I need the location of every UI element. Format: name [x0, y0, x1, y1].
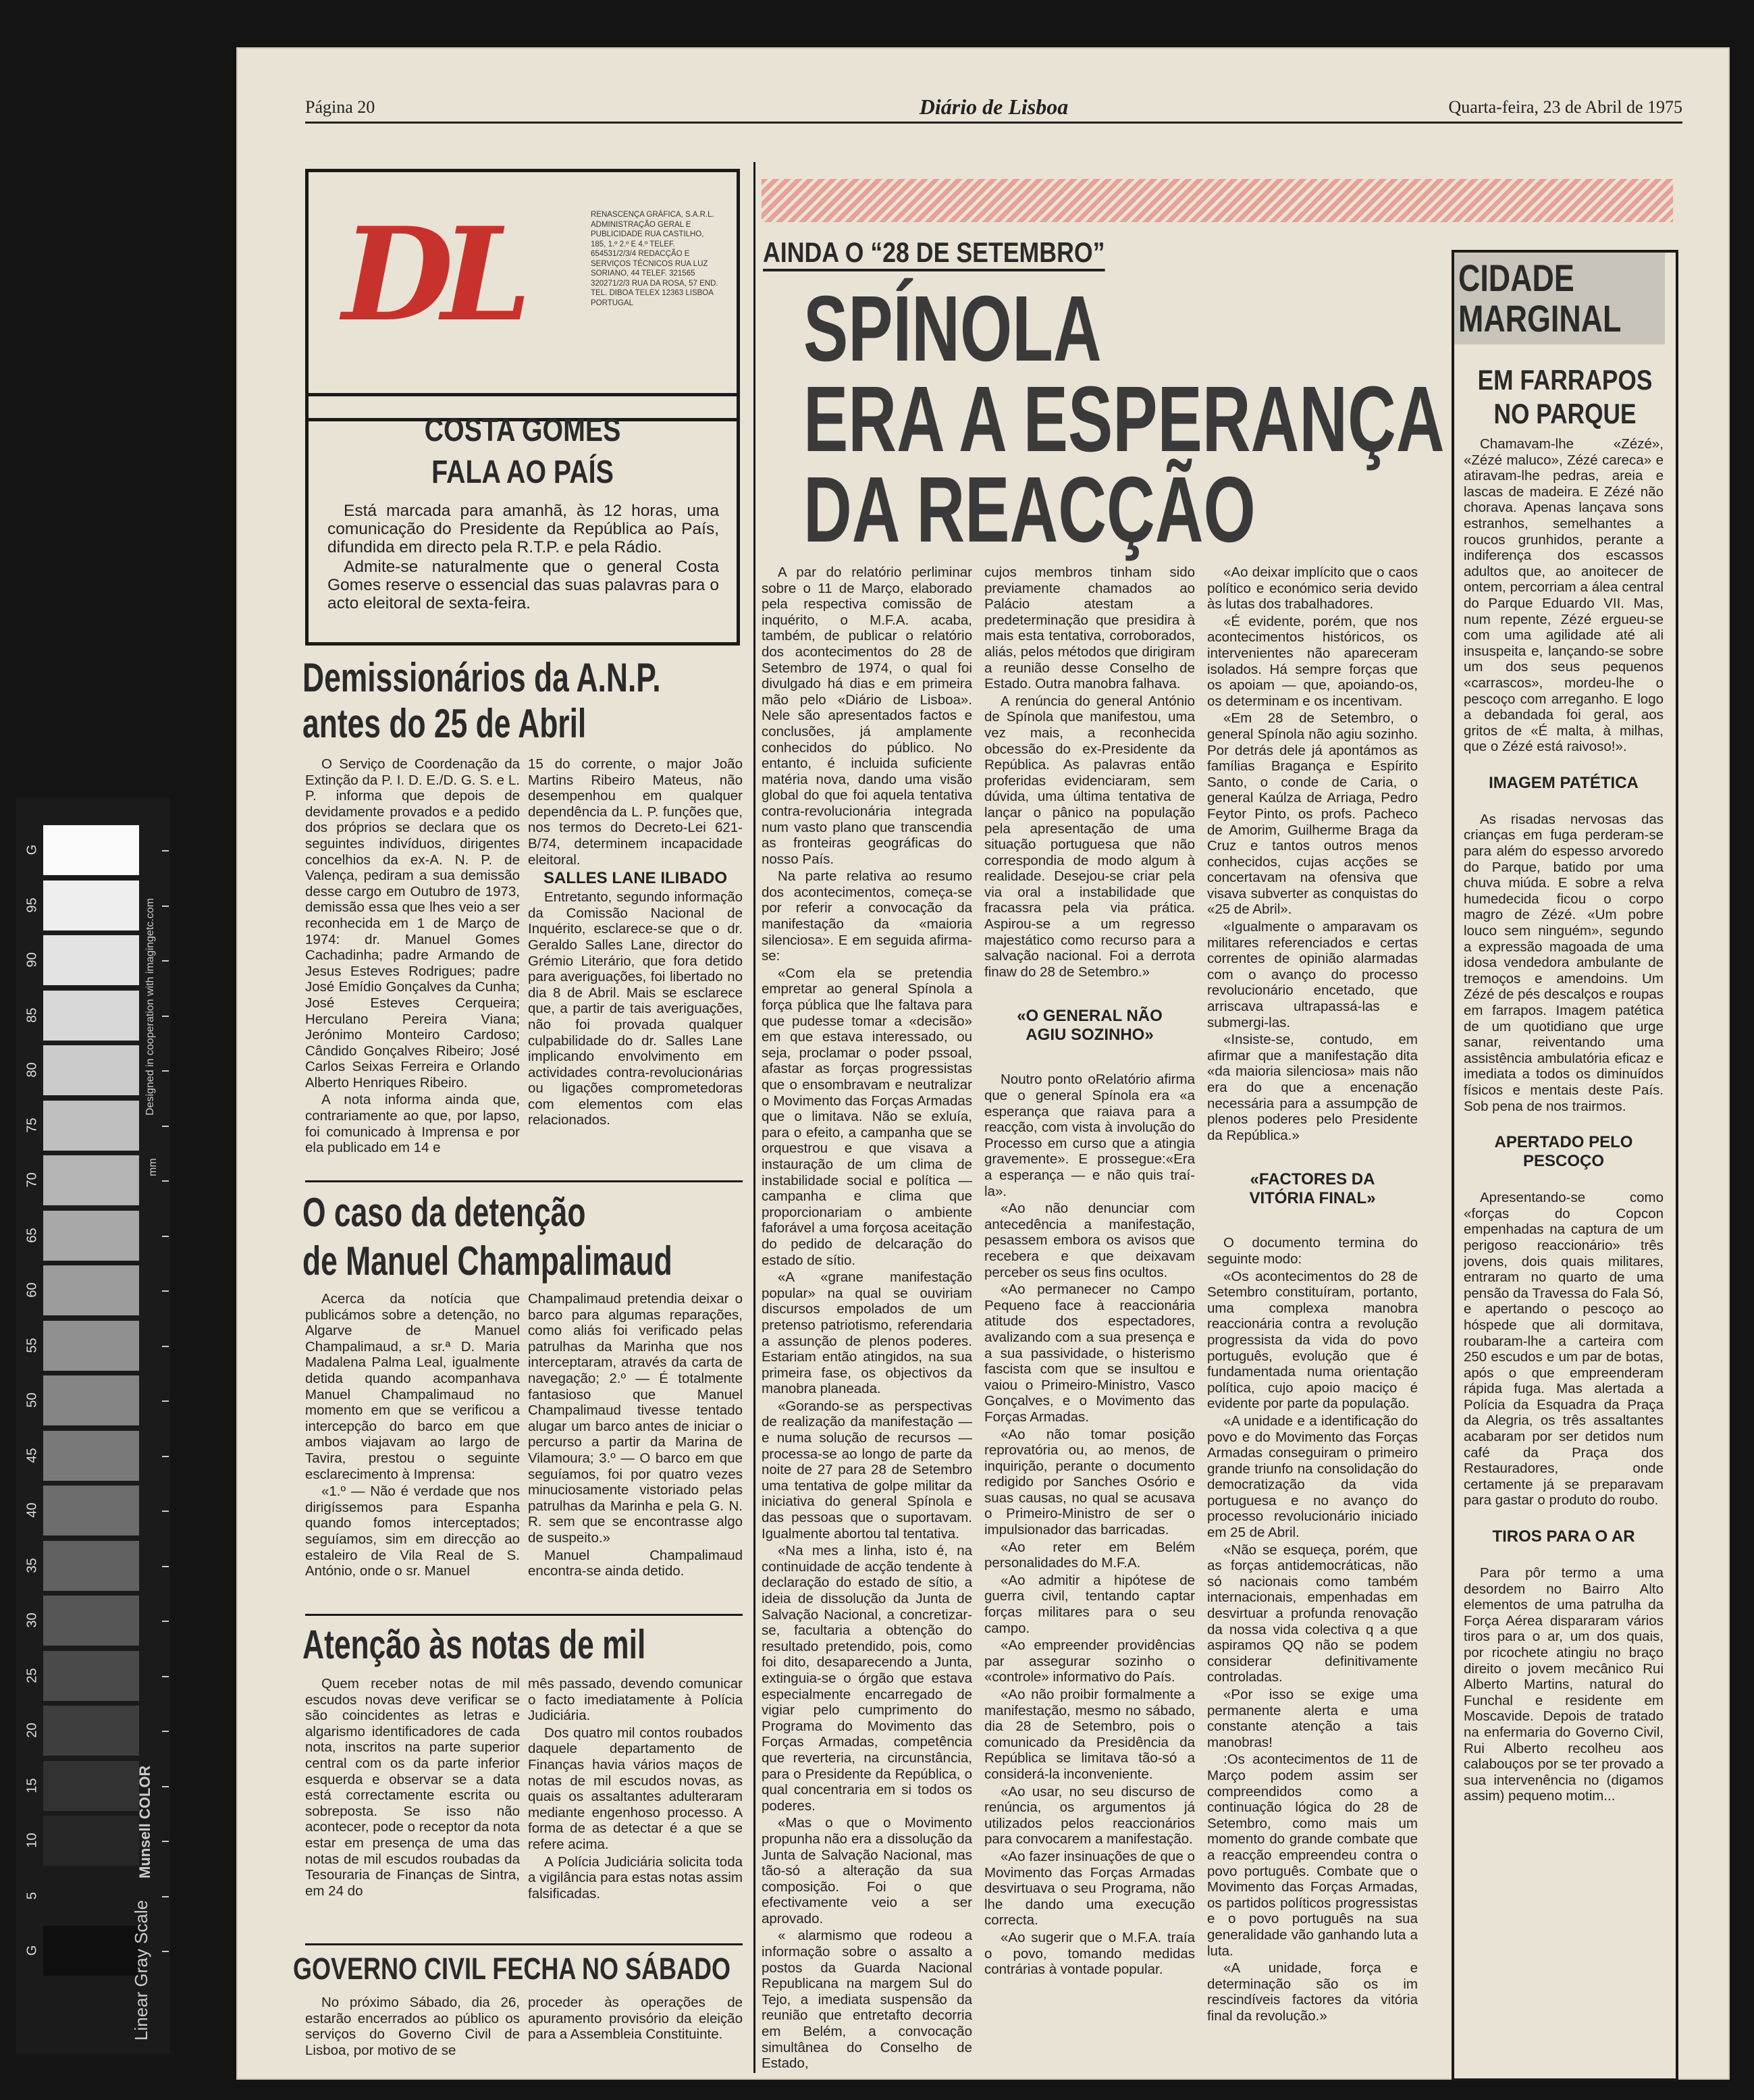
scale-tick — [162, 1070, 169, 1072]
scale-tick — [162, 1126, 169, 1127]
notas-text-2: mês passado, devendo comunicar o facto imediatamente à Polícia Judiciária. — [528, 1676, 743, 1724]
publisher-info: RENASCENÇA GRÁFICA, S.A.R.L. ADMINISTRAÇÃO GERAL E PUBLICIDADE RUA CASTILHO, 185, 1.º 2.º E 4.º TELEF. 654531/2/3/4 REDACÇÃO E SERVIÇOS TÉCNICOS RUA LUZ SORIANO, 44 TELEF. 321565 320271/2/3 RUA DA ROSA, 57 END. TEL. DIBOA TELEX 12363 LISBOA PORTUGAL — [591, 211, 718, 307]
spinola-text: «Igualmente o amparavam os militares referenciados e certas correntes de opinião alarmadas com o avanço do processo revolucionário encetado, que arriscava ultrapassá-las e submergi-las. — [1207, 919, 1418, 1030]
gray-patch-label: 70 — [24, 1172, 40, 1188]
gray-patch — [43, 1541, 139, 1591]
gray-patch — [43, 825, 139, 875]
gray-patch — [43, 1486, 139, 1535]
cidade-marginal-box — [1452, 250, 1678, 2081]
governo-text-1: No próximo Sábado, dia 26, estarão encerrados ao público os serviços do Governo Civil de Lisboa, por motivo de se — [305, 1995, 520, 2058]
spinola-headline-3: DA REACÇÃO — [803, 458, 1256, 562]
spinola-text: «Em 28 de Setembro, o general Spínola não agiu sozinho. Por detrás dele já apontámos as famílias Bragança e Espírito Santo, o conde de Caria, o general Kaúlza de Arriaga, Pedro Feytor Pinto, os profs. Pacheco de Amorim, Guilherme Braga da Cruz e tantos outros menos conhecidos, cujas acções se concertavam na ofensiva que visava subverter as conquistas do «25 de Abril». — [1207, 710, 1418, 918]
spinola-text: «Insiste-se, contudo, em afirmar que a manifestação dita «da maioria silenciosa» mais não era do que a encenação necessária para a assumpção de plenos poderes pelo Presidente da República.» — [1207, 1032, 1418, 1143]
gray-patch — [43, 1706, 139, 1756]
spinola-text: cujos membros tinham sido previamente chamados ao Palácio atestam a predeterminação que presidira à mais esta tentativa, corroborados, aliás, pelos métodos que dirigiram a reunião desse Conselho de Estado. Outra manobra falhava. — [984, 565, 1195, 692]
spinola-text: «Ao admitir a hipótese de guerra civil, tentando captar forças militares para o seu campo. — [984, 1572, 1195, 1636]
spinola-text: A par do relatório perliminar sobre o 11 de Março, elaborado pela respectiva comissão de inquérito, o M.F.A. acaba, também, de publicar o relatório dos acontecimentos do 28 de Setembro de 1974, o qual foi divulgado há dias e em primeira mão pelo «Diário de Lisboa». Nele são apresentados factos e conclusões, já amplamente conhecidos do público. No entanto, é incluida suficiente matéria nova, dando uma visão global do que foi aquela tentativa contra-revolucionária integrada num vasto plano que transcendia as fronteiras geográficas do nosso País. — [762, 565, 972, 867]
spinola-text: «É evidente, porém, que nos acontecimentos históricos, os intervenientes não apareceram isolados. Há sempre forças que os apoiam — que, apoiando-os, os determinam e os incentivam. — [1207, 613, 1418, 709]
spinola-text: O documento termina do seguinte modo: — [1207, 1235, 1418, 1267]
spinola-text: «Ao usar, no seu discurso de renúncia, os argumentos já utilizados pelos reaccionários para convocarem a manifestação. — [984, 1783, 1195, 1847]
spinola-text: :Os acontecimentos de 11 de Março podem assim ser compreendidos como a continuação lógica do 28 de Setembro, como mais um momento do grande combate que a reacção empreendeu contra o povo português. Combate que o Movimento das Forças Armadas, os partidos políticos progressistas e o povo português na sua generalidade vão ganhando luta a luta. — [1207, 1752, 1418, 1959]
anp-title-2: antes do 25 de Abril — [302, 701, 587, 746]
cidade-text: As risadas nervosas das crianças em fuga perderam-se para além do espesso arvoredo do Parque, batido por uma chuva miúda. E sobre a relva humedecida ficou o corpo magro de Zézé. «Um pobre louco sem ninguém», segundo a expressão magoada de uma idosa vendedora ambulante de tremoços e amendoins. Um Zézé de pés descalços e roupas em farrapos. Imagem patética de um quotidiano que urge sanar, reiventando uma assistência ambulatória eficaz e imediata a todos os diminuídos físicos e mentais deste País. Sob pena de nos trairmos. — [1464, 811, 1664, 1114]
divider — [305, 1614, 743, 1616]
cidade-subhead: APERTADO PELO PESCOÇO — [1494, 1133, 1633, 1171]
gray-patch — [43, 1211, 139, 1261]
spinola-text: «A «grane manifestação popular» na qual se ouviriam discursos empolados de um pretenso patriotismo, referendaria a assunção de plenos poderes. Estariam então atingidos, na sua primeira fase, os objectivos da manobra planeada. — [762, 1269, 972, 1397]
card-credit: Designed in cooperation with imagingetc.com — [144, 898, 156, 1115]
gray-patch — [43, 1651, 139, 1701]
governo-title: GOVERNO CIVIL FECHA NO SÁBADO — [293, 1951, 731, 1986]
gray-patch-label: 25 — [24, 1667, 40, 1683]
champ-title-1: O caso da detenção — [302, 1190, 586, 1235]
spinola-text: «A unidade e a identificação do povo e do Movimento das Forças Armadas conseguiram o primeiro grande triunfo na consolidação do democratização da vida portuguesa e no avanço do processo revolucionário iniciado em 25 de Abril. — [1207, 1413, 1418, 1541]
champ-text-2: «1.º — Não é verdade que nos dirigíssemos para Espanha quando fomos interceptados; seguíamos, sim em direcção ao estaleiro de Vila Real de S. António, onde o sr. Manuel — [305, 1484, 520, 1579]
scale-tick — [162, 1290, 169, 1292]
cidade-headline-2: NO PARQUE — [1493, 398, 1637, 429]
scale-tick — [162, 1346, 169, 1347]
gray-patch-label: 55 — [24, 1337, 40, 1353]
gray-patch-label: 60 — [24, 1282, 40, 1298]
gray-patch — [43, 935, 139, 985]
spinola-text: «Gorando-se as perspectivas de realização da manifestação — e numa solução de recursos — processa-se ao longo de parte da noite de 27 para 28 de Setembro uma tentativa de golpe militar da iniciativa do general Spínola e das pessoas que o suportavam. Igualmente abortou tal tentativa. — [762, 1398, 972, 1542]
champ-text-1: Acerca da notícia que publicámos sobre a detenção, no Algarve de Manuel Champalimaud, a sr.ª D. Maria Madalena Palma Leal, igualmente detida quando acompanhava Manuel Champalimaud no momento em que se verificou a intercepção do barco em que ambos viajavam ao largo de Tavira, prestou o seguinte esclarecimento à Imprensa: — [305, 1291, 520, 1482]
gray-patch-label: 20 — [24, 1723, 40, 1738]
anp-text-1: O Serviço de Coordenação da Extinção da P. I. D. E./D. G. S. e L. P. informa que depois de devidamente provados e a pedido dos próprios se declara que os seguintes indivíduos, dirigentes concelhios da ex-A. N. P. de Valença, pediram a sua demissão desse cargo em Outubro de 1973, demissão essa que lhes veio a ser reconhecida em 1 de Março de 1974: dr. Manuel Gomes Cachadinha; padre Armando de Jesus Esteves Rodrigues; padre José Emídio Gonçalves da Cunha; José Esteves Cerqueira; Herculano Pereira Viana; Jerónimo Monteiro Cardoso; Cândido Gonçalves Ribeiro; José Carlos Seixas Ferreira e Orlando Alberto Henriques Ribeiro. — [305, 756, 520, 1091]
gray-patch — [43, 1155, 139, 1205]
gray-patch — [43, 1596, 139, 1646]
gray-patch-label: 90 — [24, 952, 40, 968]
cidade-subhead: TIROS PARA O AR — [1492, 1527, 1635, 1546]
spinola-text: «Ao não denunciar com antecedência a manifestação, pesassem embora os avisos que recebera e que deixavam perceber os seus fins ocultos. — [984, 1201, 1195, 1280]
gray-patch-label: 80 — [24, 1062, 40, 1078]
champ-title-2: de Manuel Champalimaud — [302, 1238, 672, 1284]
gray-patch — [43, 991, 139, 1041]
scale-tick — [162, 1180, 169, 1182]
cidade-subhead: IMAGEM PATÉTICA — [1489, 773, 1639, 792]
gray-patch-label: 5 — [24, 1891, 40, 1899]
scale-tick — [162, 1016, 169, 1017]
cidade-text: Apresentando-se como «forças do Copcon empenhadas na captura de um perigoso reaccionário» três jovens, dois quais militares, entraram no quarto de uma pensão da Travessa do Fala Só, e apertando o pescoço ao hóspede que ali dormitava, roubaram-lhe a carteira com 250 escudos e um par de botas, após o que empreenderam rápida fuga. Mas alertada a Polícia da Esquadra da Praça da Alegria, os três assaltantes acabaram por ser detidos num café da Praça dos Restauradores, onde certamente já se preparavam para gastar o produto do roubo. — [1464, 1190, 1664, 1508]
gray-patch — [43, 1431, 139, 1481]
anp-text-4: Entretanto, segundo informação da Comissão Nacional de Inquérito, esclarece-se que o dr. Geraldo Salles Lane, director do Grémio Literário, que fora detido para averiguações, foi libertado no dia 8 de Abril. Mais se esclarece que, a partir de tais averiguações, não foi provada qualquer culpabilidade do dr. Salles Lane implicando envolvimento em actividades contra-revolucionárias ou ligações comprometedoras com elementos com elas relacionados. — [528, 889, 743, 1128]
notas-text-4: A Polícia Judiciária solicita toda a vigilância para estas notas assim falsificadas. — [528, 1854, 743, 1901]
masthead: Diário de Lisboa — [919, 95, 1069, 119]
divider — [305, 1180, 743, 1182]
scale-tick — [162, 1456, 169, 1457]
spinola-text: «Com ela se pretendia empretar ao general Spínola a força pública que lhe faltava para que pudesse tomar a «decisão» em que estava interessado, ou seja, proclamar o poder pssoal, afastar as forças progressistas que o ensombravam e neutralizar o Movimento das Forças Armadas que o limitava. Não se exluía, para o efeito, a campanha que se orquestrou e que visava a instauração de um clima de instabilidade social e política — campanha e clima que proporcionariam o ambiente faforável a uma forçosa aceitação do pedido de delcaração do estado de sítio. — [762, 965, 972, 1268]
cidade-text: Chamavam-lhe «Zézé», «Zézé maluco», Zézé careca» e atiravam-lhe pedras, areia e lascas de madeira. E Zézé não chorava. Apenas lançava sons estranhos, semelhantes a roucos grunhidos, perante a indiferença dos escassos adultos que, ao anoitecer de ontem, percorriam a álea central do Parque Eduardo VII. Mas, num repente, Zézé ergueu-se com uma agilidade até ali insuspeita e, lançando-se sobre um dos seus pequenos «carrascos», mordeu-lhe o pescoço com arreganho. E logo a debandada foi geral, aos gritos de «É malta, à milhas, que o Zézé está raivoso!». — [1464, 436, 1664, 755]
anp-subhead: SALLES LANE ILIBADO — [543, 869, 727, 888]
spinola-text: «Os acontecimentos do 28 de Setembro constituíram, portanto, uma complexa manobra reaccionária contra a revolução progressista da vida do povo português, evolução que é fundamentada numa orientação política, cujo apoio maciço é evidente por parte da população. — [1207, 1268, 1418, 1412]
newspaper-page — [236, 47, 1730, 2080]
gray-patch — [43, 1926, 139, 1976]
card-title: Linear Gray Scale — [131, 1899, 151, 2041]
notas-title: Atenção às notas de mil — [302, 1622, 646, 1667]
gray-patch-label: 95 — [24, 897, 40, 913]
spinola-text: «Não se esqueça, porém, que as forças antidemocráticas, não só nacionais como também internacionais, empenhadas em desvirtuar a profunda renovação da nossa vida colectiva q a que aspiramos QQ não se podem considerar definitivamente controladas. — [1207, 1542, 1418, 1685]
gray-patch — [43, 1265, 139, 1315]
page-number: Página 20 — [305, 97, 375, 117]
gray-patch — [43, 1871, 139, 1921]
gray-patch-label: 85 — [24, 1007, 40, 1023]
governo-text-2: proceder às operações de apuramento provisório da eleição para a Assembleia Constituinte. — [528, 1995, 743, 2043]
anp-text-2: A nota informa ainda que, contrariamente ao que, por lapso, foi comunicado à Imprensa e por ela publicado em 14 e — [305, 1092, 520, 1156]
gray-patch-label: 35 — [24, 1557, 40, 1573]
spinola-subhead-2: «FACTORES DA VITÓRIA FINAL» — [1249, 1170, 1376, 1208]
gray-patch-label: 45 — [24, 1447, 40, 1463]
spinola-text: Noutro ponto oRelatório afirma que o general Spínola era «a esperança que raiava para a reacção, com vista à involução do Processo em curso que a atingia gravemente». E prossegue:«Era a esperança — e não quis traí-la». — [984, 1072, 1195, 1199]
gray-patch-label: 75 — [24, 1117, 40, 1133]
card-unit: mm — [147, 1158, 159, 1176]
gray-scale-card — [16, 798, 170, 2054]
spinola-headline-2: ERA A ESPERANÇA — [803, 367, 1445, 471]
spinola-text: A renúncia do general António de Spínola que manifestou, uma vez mais, a reconhecida obcessão do ex-Presidente da República. As palavras então proferidas evidenciaram, sem dúvida, uma última tentativa de lançar o pânico na população pela apresentação de uma situação portuguesa que não correspondia de modo algum à realidade. Desejou-se criar pela via oral a instabilidade que fracassra pela via prática. Aspirou-se a um regresso majestático como recurso para a salvação nacional. Foi a derrota finaw do 28 de Setembro.» — [984, 693, 1195, 980]
scale-tick — [162, 960, 169, 962]
scale-tick — [162, 850, 169, 851]
spinola-text: «Mas o que o Movimento propunha não era a dissolução da Junta de Salvação Nacional, mas tão-só a alteração da sua composição. Foi o que efectivamente veio a ser aprovado. — [762, 1815, 972, 1926]
scale-tick — [162, 1676, 169, 1677]
gray-patch-label: 10 — [24, 1833, 40, 1848]
cidade-text: Para pôr termo a uma desordem no Bairro Alto elementos de uma patrulha da Força Aérea dispararam vários tiros para o ar, um dos quais, por ricochete atingiu no braço direito o jovem mecânico Rui Alberto Martins, natural do Funchal e residente em Moscavide. Depois de tratado na enfermaria do Governo Civil, Rui Alberto recolheu aos calabouços por se ter provado a sua intervenência no (digamos assim) pequeno motim... — [1464, 1565, 1664, 1804]
gray-patch — [43, 881, 139, 930]
scale-tick — [162, 1786, 169, 1787]
page-header — [305, 97, 1682, 124]
spinola-text: «Por isso se exige uma permanente alerta e uma constante atenção a tais manobras! — [1207, 1687, 1418, 1750]
spinola-text: «Ao permanecer no Campo Pequeno face à reaccionária atitude dos espectadores, avalizando com a sua presença e a sua passividade, o histerismo fascista com que se insultou e vaiou o Primeiro-Ministro, Vasco Gonçalves, e o Movimento das Forças Armadas. — [984, 1282, 1195, 1425]
gray-patch-label: 50 — [24, 1392, 40, 1408]
gray-patch-label: G — [24, 844, 40, 856]
card-brand: Munsell COLOR — [136, 1765, 153, 1879]
gray-patch — [43, 1375, 139, 1425]
scale-tick — [162, 1511, 169, 1512]
costa-gomes-box — [305, 393, 740, 646]
spinola-text: «A unidade, força e determinação são os im rescindíveis factores da vitória final da revolução.» — [1207, 1960, 1418, 2024]
anp-title-1: Demissionários da A.N.P. — [302, 655, 661, 700]
costa-paragraph-1: Está marcada para amanhã, às 12 horas, uma comunicação do Presidente da República ao País, difundida em directo pela R.T.P. e pela Rádio. — [327, 502, 719, 556]
scale-tick — [162, 1621, 169, 1622]
cidade-headline-1: EM FARRAPOS — [1477, 364, 1653, 396]
gray-patch-label: 40 — [24, 1502, 40, 1518]
gray-patch — [43, 1321, 139, 1371]
spinola-text: «Na mes a linha, isto é, na continuidade de acção tendente à declaração do estado de sítio, a ideia de dissolução da Junta de Salvação Nacional, a concretizar-se, facultaria a obtenção do resultado pretendido, pois, como foi dito, desaparecendo a Junta, extinguia-se o órgão que estava especialmente encarregado de vigiar pelo cumprimento do Programa do Movimento das Forças Armadas, competência que reverteria, na circunstância, para o Presidente da República, o qual concentraria em si todos os poderes. — [762, 1543, 972, 1814]
costa-paragraph-2: Admite-se naturalmente que o general Costa Gomes reserve o essencial das suas palavras para o acto eleitoral de sexta-feira. — [327, 558, 719, 612]
costa-title-2: FALA AO PAÍS — [431, 454, 614, 490]
costa-title-1: COSTA GOMES — [424, 413, 621, 448]
spinola-text: «Ao deixar implícito que o caos político e económico seria devido às lutas dos trabalhadores. — [1207, 565, 1418, 612]
scale-tick — [162, 1566, 169, 1567]
scale-tick — [162, 1400, 169, 1402]
notas-text-1: Quem receber notas de mil escudos novas deve verificar se são coincidentes as letras e algarismo identificadores de cada nota, inscritos na parte superior central com os da parte inferior esquerda e observar se a data está correctamente escrita ou sobreposta. Se isso não acontecer, pode o receptor da nota estar em presença de uma das notas de mil escudos roubadas da Tesouraria de Finanças de Sintra, em 24 do — [305, 1676, 520, 1899]
divider — [305, 1943, 743, 1945]
scale-tick — [162, 1896, 169, 1897]
notas-text-3: Dos quatro mil contos roubados daquele departamento de Finanças havia vários maços de notas de mil escudos novas, as quais os assaltantes adulteraram mediante engenhoso processo. A forma de as detectar é a que se refere acima. — [528, 1725, 743, 1852]
spinola-text: «Ao fazer insinuações de que o Movimento das Forças Armadas desvirtuava o seu Programa, não lhe dando uma execução correcta. — [984, 1848, 1195, 1928]
column-divider — [753, 162, 755, 2073]
spinola-kicker: AINDA O “28 DE SETEMBRO” — [763, 236, 1105, 271]
logo-box — [305, 169, 740, 421]
spinola-text: « alarmismo que rodeou a informação sobre o assalto a postos da Guarda Nacional Republicana na margem Sul do Tejo, a imediata suspensão da reunião que entretafto decorria em Belém, a convocação simultânea do Conselho de Estado, — [762, 1928, 972, 2072]
scale-tick — [162, 1731, 169, 1732]
scale-tick — [162, 1841, 169, 1842]
champ-text-4: Manuel Champalimaud encontra-se ainda detido. — [528, 1547, 743, 1579]
dl-logo: DL — [342, 199, 520, 350]
decorative-stripes — [762, 179, 1673, 222]
scale-tick — [162, 1951, 169, 1952]
spinola-text: Na parte relativa ao resumo dos acontecimentos, começa-se por referir a convocação da manifestação da «maioria silenciosa». E em seguida afirma-se: — [762, 868, 972, 964]
gray-patch — [43, 1761, 139, 1811]
champ-text-3: Champalimaud pretendia deixar o barco para algumas reparações, como aliás foi verificado pelas patrulhas da Marinha que nos interceptaram, através da carta de navegação; 2.º — É totalmente fantasioso que Manuel Champalimaud tivesse tentado alugar um barco antes de iniciar o percurso a partir da Marina de Vilamoura; 3.º — O barco em que seguíamos, foi por quatro vezes minuciosamente vistoriado pelas patrulhas da Marinha e pela G. N. R. sem que se encontrasse algo de suspeito.» — [528, 1291, 743, 1546]
anp-text-3: 15 do corrente, o major João Martins Ribeiro Mateus, não desempenhou em qualquer dependência da L. P. funções que, nos termos do Decreto-Lei 621-B/74, determinem incapacidade eleitoral. — [528, 756, 743, 868]
cidade-title-1: CIDADE — [1458, 257, 1574, 299]
gray-patch — [43, 1045, 139, 1095]
scale-tick — [162, 905, 169, 907]
spinola-text: «Ao não tomar posição reprovatória ou, ao menos, de inquirição, perante o documento redigido por Sanches Osório e suas causas, no qual se acusava o Primeiro-Ministro de ser o impulsionador das barricadas. — [984, 1426, 1195, 1538]
gray-patch-label: 30 — [24, 1612, 40, 1628]
spinola-text: «Ao reter em Belém personalidades do M.F.A. — [984, 1539, 1195, 1571]
cidade-title-2: MARGINAL — [1458, 297, 1622, 340]
spinola-text: «Ao não proibir formalmente a manifestação, mesmo no sábado, dia 28 de Setembro, pois o comunicado da Presidência da República se limitava tão-só a considerá-la inconveniente. — [984, 1687, 1195, 1782]
spinola-headline-1: SPÍNOLA — [803, 277, 1102, 381]
spinola-text: «Ao empreender providências par assegurar sozinho o «controle» informativo do País. — [984, 1637, 1195, 1685]
issue-date: Quarta-feira, 23 de Abril de 1975 — [1448, 97, 1682, 117]
gray-patch-label: G — [24, 1945, 40, 1956]
gray-patch-label: 65 — [24, 1227, 40, 1243]
gray-patch — [43, 1101, 139, 1151]
spinola-subhead-1: «O GENERAL NÃO AGIU SOZINHO» — [1017, 1007, 1163, 1045]
gray-patch-label: 15 — [24, 1777, 40, 1793]
gray-patch — [43, 1816, 139, 1866]
spinola-text: «Ao sugerir que o M.F.A. traía o povo, tomando medidas contrárias à vontade popular. — [984, 1929, 1195, 1978]
scale-tick — [162, 1236, 169, 1237]
